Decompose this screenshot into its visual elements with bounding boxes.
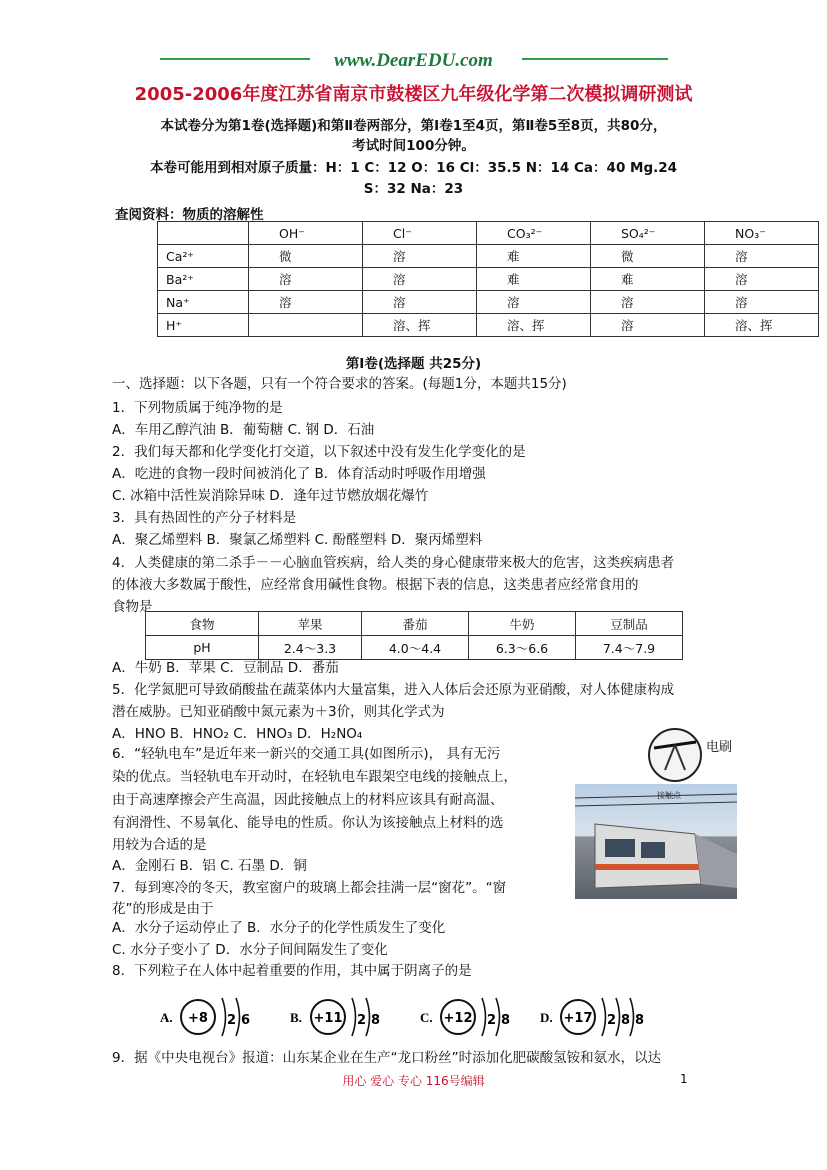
question-line: 食物是 [112, 599, 153, 615]
ph-cell: 6.3～6.6 [469, 636, 576, 660]
solubility-cell: OH⁻ [249, 222, 363, 245]
solubility-row [158, 314, 819, 337]
question-line: C. 水分子变小了 D．水分子间间隔发生了变化 [112, 942, 388, 958]
electron-shell-arc [482, 998, 486, 1036]
solubility-cell: 溶、挥 [477, 314, 591, 337]
question-line: 4．人类健康的第二杀手－－心脑血管疾病，给人类的身心健康带来极大的危害，这类疾病患者 [112, 555, 675, 571]
footer-note: 用心 爱心 专心 116号编辑 [342, 1074, 485, 1088]
solubility-cell [158, 222, 249, 245]
electron-shell-arc [630, 998, 634, 1036]
electron-count: 8 [635, 1013, 645, 1028]
solubility-cell: 溶 [477, 291, 591, 314]
intro-line-1: 本试卷分为第1卷(选择题)和第Ⅱ卷两部分，第Ⅰ卷1至4页，第Ⅱ卷5至8页，共80分， [160, 118, 667, 134]
intro-line-4: S：32 Na：23 [363, 181, 464, 197]
question-line: 的体液大多数属于酸性，应经常食用碱性食物。根据下表的信息，这类患者应经常食用的 [112, 577, 639, 593]
solubility-cell: 难 [477, 245, 591, 268]
nucleus-charge: +12 [443, 1011, 473, 1026]
electron-shell-arc [236, 998, 240, 1036]
question-line: A．水分子运动停止了 B．水分子的化学性质发生了变化 [112, 920, 446, 936]
solubility-header-row [158, 222, 819, 245]
question-line: 由于高速摩擦会产生高温，因此接触点上的材料应该具有耐高温、 [112, 792, 504, 808]
electron-count: 2 [607, 1013, 617, 1028]
atom-option-letter: D. [540, 1010, 553, 1025]
question-9: 9．据《中央电视台》报道：山东某企业在生产“龙口粉丝”时添加化肥碳酸氢铵和氨水，以达 [112, 1050, 662, 1066]
ph-cell: 苹果 [259, 612, 362, 636]
page-number: 1 [680, 1072, 688, 1086]
solubility-cell: 溶、挥 [705, 314, 819, 337]
question-line: C. 冰箱中活性炭消除异味 D．逢年过节燃放烟花爆竹 [112, 488, 429, 504]
atom-diagram [540, 998, 644, 1036]
electron-shell-arc [616, 998, 620, 1036]
question-line: A．车用乙醇汽油 B．葡萄糖 C. 钢 D．石油 [112, 422, 375, 438]
page-title: 2005-2006年度江苏省南京市鼓楼区九年级化学第二次模拟调研测试 [134, 84, 693, 105]
electron-shell-arc [222, 998, 226, 1036]
electron-count: 8 [371, 1013, 381, 1028]
atom-diagrams [160, 990, 680, 1045]
solubility-cell: Ba²⁺ [158, 268, 249, 291]
ph-cell: 4.0～4.4 [362, 636, 469, 660]
question-line: 8．下列粒子在人体中起着重要的作用，其中属于阴离子的是 [112, 963, 472, 979]
solubility-cell: 微 [591, 245, 705, 268]
solubility-table [157, 221, 819, 337]
solubility-cell: 难 [477, 268, 591, 291]
solubility-row [158, 291, 819, 314]
solubility-cell: 溶 [249, 268, 363, 291]
atom-diagram [290, 998, 380, 1036]
solubility-cell: 溶 [591, 314, 705, 337]
electron-shell-arc [366, 998, 370, 1036]
question-line: 7．每到寒冷的冬天，教室窗户的玻璃上都会挂满一层“窗花”。“窗 [112, 880, 507, 896]
nucleus-charge: +8 [188, 1011, 208, 1026]
question-line: 1．下列物质属于纯净物的是 [112, 400, 283, 416]
pantograph-closeup-icon [648, 728, 702, 782]
ph-cell: 番茄 [362, 612, 469, 636]
question-line: 有润滑性、不易氧化、能导电的性质。你认为该接触点上材料的选 [112, 815, 504, 831]
solubility-cell: 溶 [363, 291, 477, 314]
solubility-cell: 溶 [705, 245, 819, 268]
question-line: 6．“轻轨电车”是近年来一新兴的交通工具(如图所示)， 具有无污 [112, 746, 501, 762]
ph-value-row [146, 636, 683, 660]
atom-option-letter: A. [160, 1010, 173, 1025]
solubility-cell [249, 314, 363, 337]
solubility-cell: SO₄²⁻ [591, 222, 705, 245]
solubility-cell: Na⁺ [158, 291, 249, 314]
electron-count: 2 [227, 1013, 237, 1028]
ph-cell: 7.4～7.9 [576, 636, 683, 660]
part1-title: 第Ⅰ卷(选择题 共25分) [345, 356, 482, 372]
question-line: 用较为合适的是 [112, 837, 207, 853]
question-line: 潜在威胁。已知亚硝酸中氮元素为＋3价，则其化学式为 [112, 704, 445, 720]
solubility-cell: H⁺ [158, 314, 249, 337]
question-line: 染的优点。当轻轨电车开动时，在轻轨电车跟架空电线的接触点上， [112, 769, 517, 785]
question-line: 3．具有热固性的产分子材料是 [112, 510, 297, 526]
light-rail-photo [575, 784, 737, 899]
electron-shell-arc [496, 998, 500, 1036]
ph-cell: 2.4～3.3 [259, 636, 362, 660]
solubility-cell: 溶 [705, 291, 819, 314]
solubility-cell: 难 [591, 268, 705, 291]
question-line: A．HNO B．HNO₂ C．HNO₃ D．H₂NO₄ [112, 726, 363, 742]
atom-option-letter: B. [290, 1010, 302, 1025]
intro-line-2: 考试时间100分钟。 [352, 138, 475, 154]
solubility-cell: NO₃⁻ [705, 222, 819, 245]
solubility-cell: 溶 [363, 245, 477, 268]
electron-count: 2 [357, 1013, 367, 1028]
question-line: 5．化学氮肥可导致硝酸盐在蔬菜体内大量富集，进入人体后会还原为亚硝酸，对人体健康构成 [112, 682, 675, 698]
solubility-cell: 微 [249, 245, 363, 268]
ph-header-row [146, 612, 683, 636]
ph-cell: 豆制品 [576, 612, 683, 636]
atom-diagram [420, 998, 510, 1036]
question-line: A．吃进的食物一段时间被消化了 B．体育活动时呼吸作用增强 [112, 466, 486, 482]
question-line: 2．我们每天都和化学变化打交道，以下叙述中没有发生化学变化的是 [112, 444, 526, 460]
electron-count: 8 [621, 1013, 631, 1028]
solubility-cell: 溶、挥 [363, 314, 477, 337]
solubility-label: 查阅资料：物质的溶解性 [115, 207, 264, 223]
ph-cell: pH [146, 636, 259, 660]
ph-cell: 牛奶 [469, 612, 576, 636]
electron-shell-arc [352, 998, 356, 1036]
atom-option-letter: C. [420, 1010, 433, 1025]
solubility-cell: 溶 [705, 268, 819, 291]
solubility-cell: 溶 [591, 291, 705, 314]
question-line: A．牛奶 B．苹果 C．豆制品 D．番茄 [112, 660, 339, 676]
question-line: A．金刚石 B．铝 C. 石墨 D．铜 [112, 858, 307, 874]
question-line: 一、选择题：以下各题，只有一个符合要求的答案。(每题1分，本题共15分) [112, 376, 567, 392]
atom-diagram [160, 998, 250, 1036]
solubility-row [158, 268, 819, 291]
question-line: A．聚乙烯塑料 B．聚氯乙烯塑料 C. 酚醛塑料 D．聚丙烯塑料 [112, 532, 483, 548]
ph-table [145, 611, 683, 660]
electron-count: 2 [487, 1013, 497, 1028]
solubility-cell: Cl⁻ [363, 222, 477, 245]
solubility-row [158, 245, 819, 268]
solubility-cell: 溶 [363, 268, 477, 291]
photo-label-contact: 接触点 [657, 791, 681, 800]
question-line: 花”的形成是由于 [112, 901, 214, 917]
intro-line-3: 本卷可能用到相对原子质量：H：1 C：12 O：16 Cl：35.5 N：14 Ca：40 Mg.24 [149, 160, 678, 176]
nucleus-charge: +11 [313, 1011, 343, 1026]
ph-cell: 食物 [146, 612, 259, 636]
site-url[interactable]: www.DearEDU.com [334, 50, 493, 71]
electron-count: 6 [241, 1013, 251, 1028]
electron-count: 8 [501, 1013, 511, 1028]
figure-label-brush: 电刷 [706, 740, 733, 755]
solubility-cell: 溶 [249, 291, 363, 314]
nucleus-charge: +17 [563, 1011, 593, 1026]
solubility-cell: Ca²⁺ [158, 245, 249, 268]
electron-shell-arc [602, 998, 606, 1036]
solubility-cell: CO₃²⁻ [477, 222, 591, 245]
